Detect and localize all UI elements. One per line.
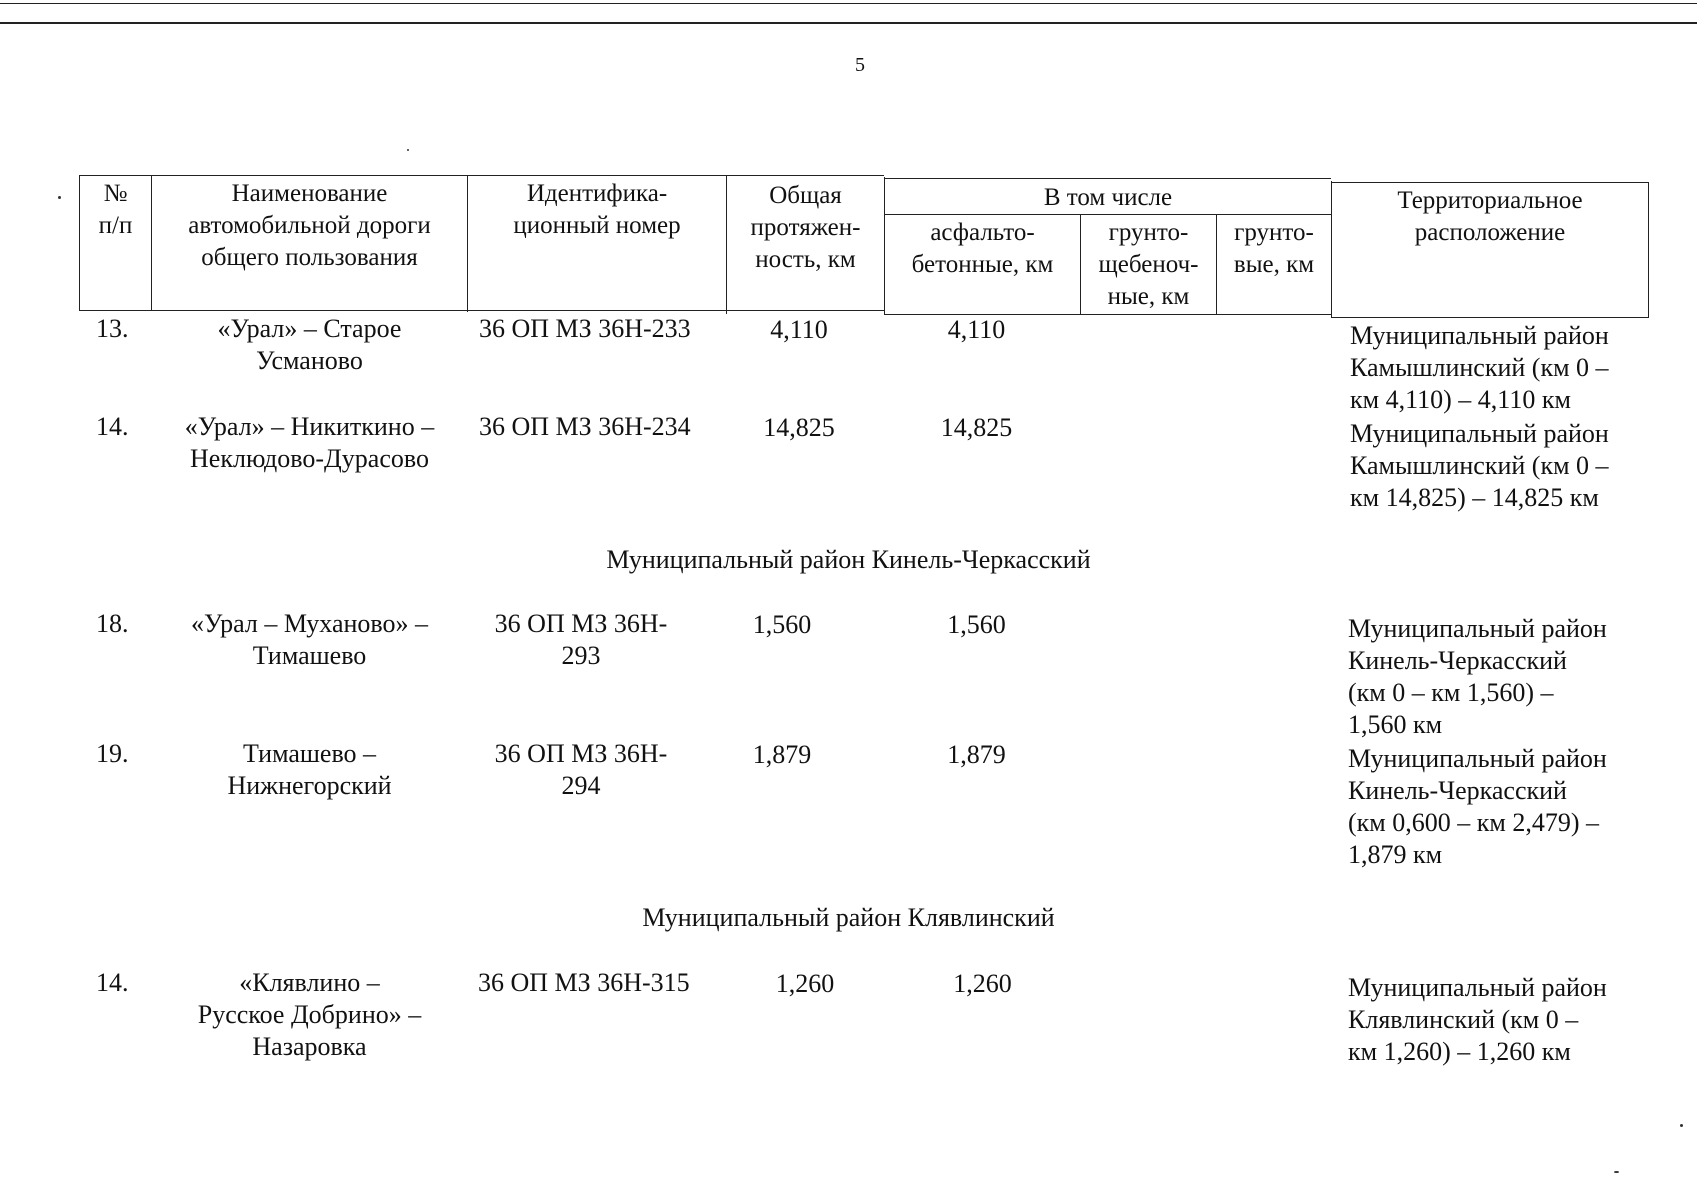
row-asphalt-length: 4,110 — [947, 315, 1006, 344]
row-total-length: 1,879 — [752, 740, 812, 769]
row-total-length: 4,110 — [770, 315, 828, 344]
header-separator-line — [0, 22, 1697, 24]
row-road-name: «Урал» – Старое Усманово — [217, 314, 402, 375]
row-number: 14. — [96, 412, 129, 441]
row-identifier: 36 ОП МЗ 36Н-234 — [479, 412, 691, 441]
row-asphalt-length: 1,260 — [953, 969, 1012, 998]
header-identifier: Идентифика- ционный номер — [513, 180, 681, 239]
section-title: Муниципальный район Кинель-Черкасский — [606, 545, 1091, 574]
top-border-line — [0, 3, 1697, 4]
group-divider-line — [884, 214, 1331, 215]
row-total-length: 14,825 — [763, 413, 835, 442]
header-including-group: В том числе — [1043, 184, 1173, 211]
row-road-name: «Урал» – Никиткино – Неклюдово-Дурасово — [184, 412, 435, 473]
row-road-name: Тимашево – Нижнегорский — [227, 739, 392, 800]
section-title: Муниципальный район Клявлинский — [642, 903, 1055, 932]
header-road-name: Наименование автомобильной дороги общего пользования — [188, 180, 431, 271]
header-number: № п/п — [98, 180, 133, 239]
row-location: Муниципальный район Кинель-Черкасский (км 0,600 – км 2,479) – 1,879 км — [1348, 744, 1607, 869]
header-gravel: грунто- щебеноч- ные, км — [1098, 219, 1199, 310]
row-road-name: «Урал – Муханово» – Тимашево — [190, 609, 429, 670]
row-asphalt-length: 14,825 — [940, 413, 1013, 442]
row-number: 19. — [96, 739, 129, 768]
scan-speck — [1614, 1171, 1619, 1173]
row-identifier: 36 ОП МЗ 36Н-315 — [478, 968, 690, 997]
row-total-length: 1,260 — [775, 969, 835, 998]
row-total-length: 1,560 — [752, 610, 812, 639]
row-asphalt-length: 1,879 — [947, 740, 1006, 769]
header-bottom-border-left — [79, 310, 884, 311]
header-top-border-mid — [884, 178, 1331, 179]
col-border-8 — [1648, 182, 1649, 317]
header-bottom-border-right — [1331, 317, 1649, 318]
row-identifier: 36 ОП МЗ 36Н- 294 — [494, 739, 668, 800]
scan-speck — [407, 149, 409, 151]
row-identifier: 36 ОП МЗ 36Н- 293 — [494, 609, 668, 670]
header-total-length: Общая протяжен- ность, км — [750, 182, 861, 273]
row-identifier: 36 ОП МЗ 36Н-233 — [479, 314, 691, 343]
row-location: Муниципальный район Камышлинский (км 0 – км 14,825) – 14,825 км — [1350, 419, 1609, 512]
scan-speck — [1680, 1124, 1683, 1127]
row-location: Муниципальный район Камышлинский (км 0 – км 4,110) – 4,110 км — [1350, 321, 1609, 414]
row-location: Муниципальный район Кинель-Черкасский (км 0 – км 1,560) – 1,560 км — [1348, 614, 1607, 739]
row-location: Муниципальный район Клявлинский (км 0 – км 1,260) – 1,260 км — [1348, 973, 1607, 1066]
header-top-border-left — [79, 175, 884, 176]
row-road-name: «Клявлино – Русское Добрино» – Назаровка — [197, 968, 422, 1061]
row-number: 13. — [96, 314, 129, 343]
page-number: 5 — [855, 54, 865, 76]
row-asphalt-length: 1,560 — [947, 610, 1006, 639]
header-dirt: грунто- вые, км — [1233, 219, 1315, 278]
scan-speck — [58, 196, 61, 199]
header-top-border-right — [1331, 182, 1649, 183]
header-asphalt-concrete: асфальто- бетонные, км — [911, 219, 1054, 278]
row-number: 18. — [96, 609, 129, 638]
header-territorial-location: Территориальное расположение — [1397, 187, 1583, 246]
row-number: 14. — [96, 968, 129, 997]
